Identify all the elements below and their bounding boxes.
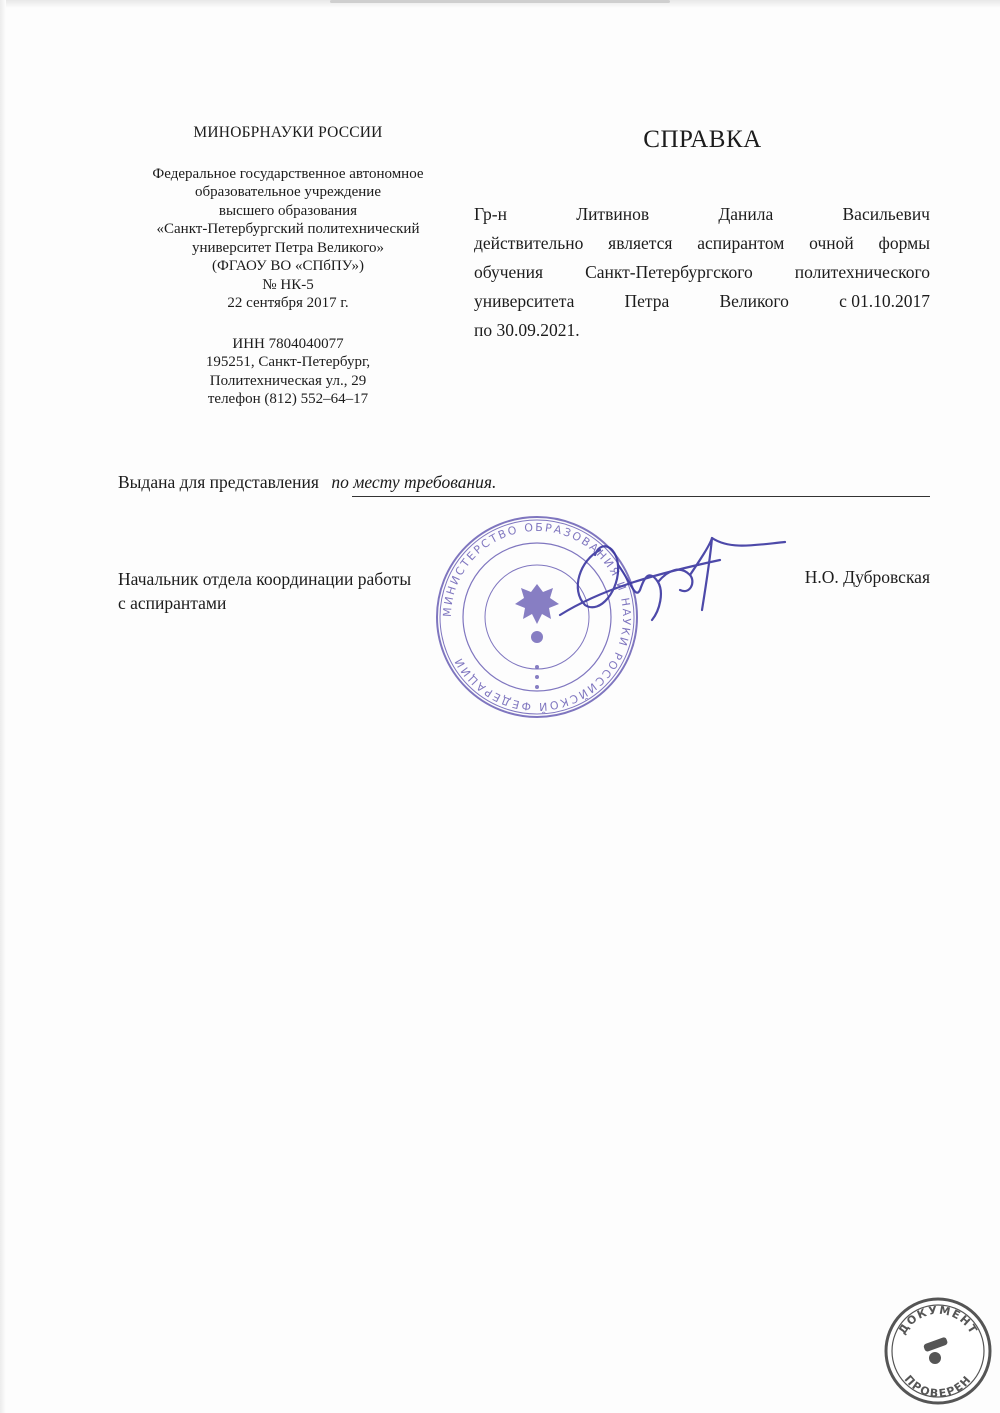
issued-label: Выдана для представления <box>118 472 319 492</box>
address-line: Политехническая ул., 29 <box>209 372 367 389</box>
org-line: Федеральное государственное автономное <box>152 165 424 182</box>
body-word: Данила <box>718 204 774 224</box>
body-word: Петра <box>624 291 670 311</box>
inn: ИНН 7804040077 <box>232 335 344 352</box>
body-word: действительно <box>474 233 584 253</box>
body-word: Васильевич <box>842 204 930 224</box>
issued-value: по месту требования. <box>331 472 497 492</box>
scan-mark <box>330 0 670 3</box>
svg-text:МИНИСТЕРСТВО ОБРАЗОВАНИЯ И НАУ: МИНИСТЕРСТВО ОБРАЗОВАНИЯ И НАУКИ РОССИЙСКОЙ ФЕДЕРАЦИИ <box>440 520 634 714</box>
position-line: с аспирантами <box>118 593 227 613</box>
body-word: с 01.10.2017 <box>839 291 930 311</box>
org-line: высшего образования <box>218 202 358 219</box>
address-line: 195251, Санкт-Петербург, <box>205 354 371 370</box>
org-line: «Санкт-Петербургский политехнический <box>156 221 420 237</box>
body-line <box>474 200 930 229</box>
document-verified-badge <box>883 1296 993 1406</box>
svg-text:ПРОВЕРЕН: ПРОВЕРЕН <box>901 1372 975 1401</box>
body-line: по 30.09.2021. <box>474 320 580 340</box>
body-word: является <box>608 233 673 253</box>
document-title: СПРАВКА <box>643 126 762 153</box>
scan-edge-left <box>0 0 6 1413</box>
org-line: (ФГАОУ ВО «СПбПУ») <box>212 258 364 274</box>
org-line: университет Петра Великого» <box>191 239 385 256</box>
organization-address <box>118 335 458 409</box>
issued-for-line <box>118 472 930 493</box>
body-line <box>474 287 930 316</box>
phone: телефон (812) 552–64–17 <box>207 391 369 407</box>
signer-position <box>118 567 478 615</box>
handwritten-signature <box>540 520 790 640</box>
body-word: очной <box>809 233 854 253</box>
document-number: № НК-5 <box>262 276 314 293</box>
ministry-name: МИНОБРНАУКИ РОССИИ <box>193 124 383 141</box>
body-word: политехнического <box>794 262 930 282</box>
document-date: 22 сентября 2017 г. <box>227 295 349 311</box>
body-line <box>474 258 930 287</box>
body-word: обучения <box>474 262 544 282</box>
body-word: Гр-н <box>474 204 507 224</box>
body-word: формы <box>878 233 930 253</box>
position-line: Начальник отдела координации работы <box>118 569 412 589</box>
body-word: Литвинов <box>576 204 650 224</box>
body-word: университета <box>474 291 575 311</box>
organization-header <box>118 124 458 409</box>
organization-details <box>118 165 458 313</box>
svg-text:ДОКУМЕНТ: ДОКУМЕНТ <box>895 1303 981 1337</box>
issued-underline <box>352 472 930 497</box>
org-line: образовательное учреждение <box>194 184 381 200</box>
body-word: Великого <box>719 291 789 311</box>
body-word: аспирантом <box>697 233 785 253</box>
body-line <box>474 229 930 258</box>
certificate-body <box>474 200 930 345</box>
body-word: Санкт-Петербургского <box>585 262 753 282</box>
signer-name: Н.О. Дубровская <box>804 567 930 587</box>
